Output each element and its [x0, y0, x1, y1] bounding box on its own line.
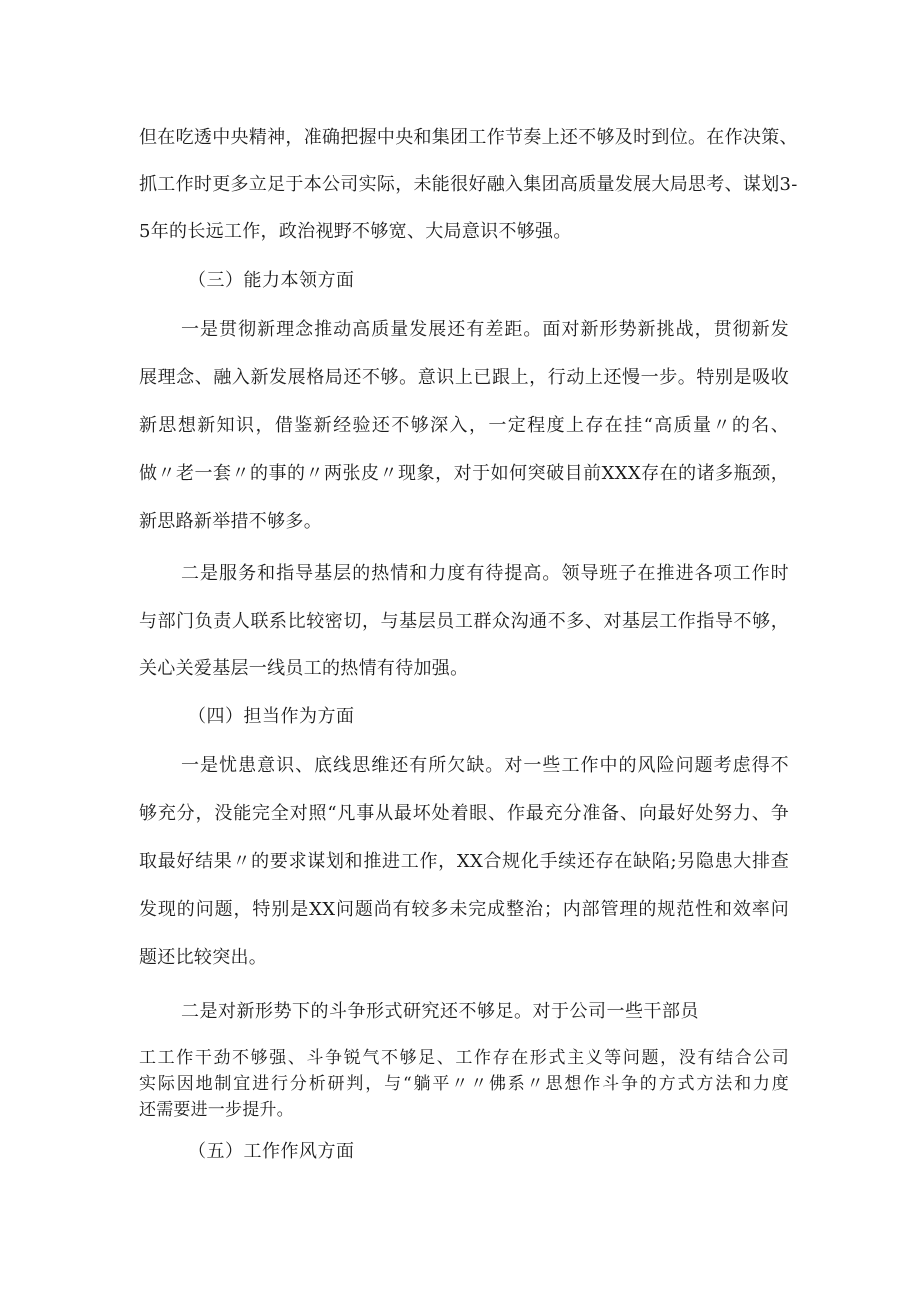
paragraph-2-line-4: 做〃老一套〃的事的〃两张皮〃现象，对于如何突破目前XXX存在的诸多瓶颈， — [139, 463, 789, 484]
paragraph-5-line-2: 工工作干劲不够强、斗争锐气不够足、工作存在形式主义等问题，没有结合公司 — [139, 1048, 789, 1068]
paragraph-4-line-2: 够充分，没能完全对照“凡事从最坏处着眼、作最充分准备、向最好处努力、争 — [139, 803, 789, 824]
paragraph-2-line-5: 新思路新举措不够多。 — [139, 511, 322, 532]
paragraph-5-line-1: 二是对新形势下的斗争形式研究还不够足。对于公司一些干部员 — [181, 1001, 699, 1022]
section-heading-5: （五）工作作风方面 — [188, 1141, 355, 1162]
paragraph-3-line-2: 与部门负责人联系比较密切，与基层员工群众沟通不多、对基层工作指导不够， — [139, 611, 789, 632]
paragraph-5-line-4: 还需要进一步提升。 — [139, 1100, 294, 1120]
paragraph-1-line-2: 抓工作时更多立足于本公司实际，未能很好融入集团高质量发展大局思考、谋划3- — [139, 174, 798, 195]
paragraph-1-line-1: 但在吃透中央精神，准确把握中央和集团工作节奏上还不够及时到位。在作决策、 — [139, 127, 798, 148]
section-heading-3: （三）能力本领方面 — [188, 270, 355, 291]
paragraph-2-line-3: 新思想新知识，借鉴新经验还不够深入，一定程度上存在挂“高质量〃的名、 — [139, 415, 789, 436]
paragraph-1-line-3: 5年的长远工作，政治视野不够宽、大局意识不够强。 — [139, 221, 572, 242]
section-heading-4: （四）担当作为方面 — [188, 706, 355, 727]
paragraph-2-line-1: 一是贯彻新理念推动高质量发展还有差距。面对新形势新挑战，贯彻新发 — [181, 319, 789, 340]
paragraph-4-line-3: 取最好结果〃的要求谋划和推进工作，XX合规化手续还存在缺陷;另隐患大排查 — [139, 851, 789, 872]
paragraph-4-line-4: 发现的问题，特别是XX问题尚有较多未完成整治；内部管理的规范性和效率问 — [139, 899, 789, 920]
paragraph-3-line-1: 二是服务和指导基层的热情和力度有待提高。领导班子在推进各项工作时 — [181, 563, 789, 584]
paragraph-4-line-5: 题还比较突出。 — [139, 947, 268, 968]
paragraph-5-line-3: 实际因地制宜进行分析研判，与“躺平〃〃佛系〃思想作斗争的方式方法和力度 — [139, 1074, 789, 1094]
paragraph-3-line-3: 关心关爱基层一线员工的热情有待加强。 — [139, 658, 469, 679]
paragraph-2-line-2: 展理念、融入新发展格局还不够。意识上已跟上，行动上还慢一步。特别是吸收 — [139, 367, 789, 388]
paragraph-4-line-1: 一是忧患意识、底线思维还有所欠缺。对一些工作中的风险问题考虑得不 — [181, 755, 789, 776]
